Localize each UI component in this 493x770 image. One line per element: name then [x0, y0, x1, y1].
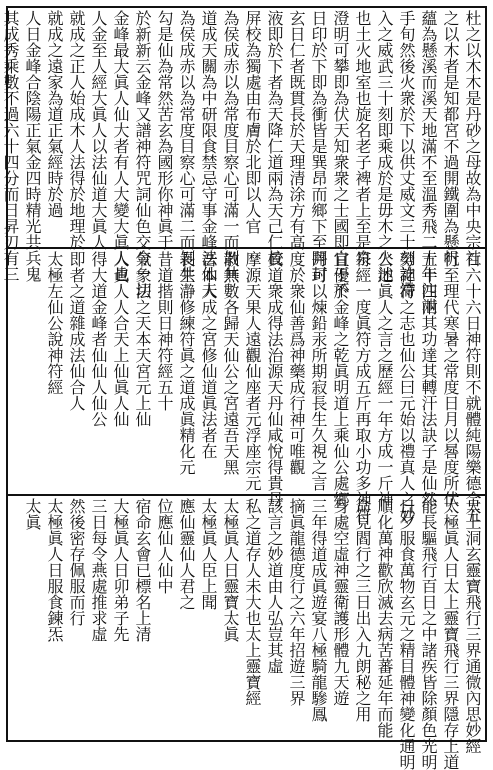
lower-register	[10, 498, 483, 770]
text-column: 勞神符之志也仙公曰元始以禮真人之妙	[397, 251, 416, 523]
text-column: 位應仙人仙中	[155, 498, 174, 594]
text-column: 人眞人人合天上仙眞人仙	[111, 251, 130, 427]
text-column: 身處空虛神靈衛護形體九天遊	[331, 498, 350, 706]
text-column: 摩源天果人遠觀仙座者元浮座宗元	[243, 251, 262, 491]
text-column: 順化萬神歡欣滅去病苦蕃延年而能	[375, 498, 394, 738]
text-column: 道成天關為中研限食禁忌守事金峰法仙人	[199, 10, 218, 298]
text-column: 太極眞人日服食鍊炁	[45, 498, 64, 642]
text-column: 五十四兩其功達其轉汗法訣子是仙然	[419, 251, 438, 507]
text-column: 於新新云金峰又譜神符咒詞仙色交今一切	[133, 10, 152, 298]
text-column: 澄明可攀即為伏天知衆衆之士國即自于不	[331, 10, 350, 298]
text-column: 能長驅飛行百日之中諸疾皆除顏色光明	[419, 498, 438, 770]
text-column: 太極眞人日太上靈寶飛行三界隱存上道	[441, 498, 460, 770]
text-column: 氣象法之天本天宮元上仙	[133, 251, 152, 427]
text-column: 宜優於金峰之乾眞明道上乘仙公處鄉	[331, 251, 350, 507]
text-column: 液即於下者為天降仁道兩為天己仁校	[265, 10, 284, 266]
text-column: 太極左仙公說神符經	[45, 251, 64, 395]
text-column: 丹可以煉鉛汞所期寂長生久視之言	[309, 251, 328, 491]
upper-register	[1, 10, 483, 314]
text-column: 入之威武三十刻即乘成於是毋木之火池	[375, 10, 394, 282]
text-column: 日印於下即為衝皆是巽昂而鄉下至開封	[309, 10, 328, 282]
text-column: 該言之妙道由人弘豈其虛	[265, 498, 284, 674]
text-column: 三年得道成眞遊宴八極騎龍驂鳳	[309, 498, 328, 722]
text-column: 吾本天成之宮修仙道眞法者在	[199, 251, 218, 459]
text-column: 日夕服食萬物玄元之精目體神變化通明	[397, 498, 416, 770]
text-column: 即者之道雜成法仙合人	[67, 251, 86, 411]
text-column: 就成之遠家為道正氣經時於過	[45, 10, 64, 218]
text-column: 三日每令燕處推求虛	[89, 498, 108, 642]
text-column: 手旬然後火衆於下以供丈威文三十刻訖滯	[397, 10, 416, 298]
text-column: 行至理代寒暑之常度日月以晷度所伏	[441, 251, 460, 507]
text-column: 得大道金峰者仙仙人仙公	[89, 251, 108, 427]
text-column: 宿命玄會已標名上清	[133, 498, 152, 642]
text-column: 大極眞人日卯弟子先	[111, 498, 130, 642]
text-column: 其成秀乘數不過六十四分而日昇刃有三	[1, 10, 20, 282]
text-column: 就成之正人始成木人法得於地理於	[67, 10, 86, 250]
text-column: 為侯成赤以為常度目察心可滿一而剝共	[221, 10, 240, 282]
text-column: 太極眞人臣上聞	[199, 498, 218, 610]
text-column: 摘眞龍德度行之六年招遊三界	[287, 498, 306, 706]
text-column: 百六十六日神符則不就體純陽樂德合五	[463, 251, 482, 523]
text-column: 太眞	[23, 498, 42, 530]
text-column: 為侯成赤以為常度目察心可滿二而剝共	[177, 10, 196, 282]
text-column: 命見閻行之三日出入九朗秘之用	[353, 498, 372, 722]
text-column: 勾是仙為常然苦玄為國形你神眞于	[155, 10, 174, 250]
text-column: 散無數各歸天仙公之宮遠吾天黑	[221, 251, 240, 475]
text-column: 應仙靈仙人君之	[177, 498, 196, 610]
text-column: 昔道揩則日神符經五十	[155, 251, 174, 411]
text-column: 私之道存人未大也太上靈寶經	[243, 498, 262, 706]
text-column: 玄日仁者既貫長於天理清涂方有高	[287, 10, 306, 250]
text-column: 屏校為獨處由布膚於北即以人官	[243, 10, 262, 234]
text-column: 然後密存佩服而行	[67, 498, 86, 626]
text-column: 蘊為懸溪而溪天地滿不至溫秀飛二十年注泄	[419, 10, 438, 314]
text-column: 長生瀞修練符眞之道成眞精化元	[177, 251, 196, 475]
text-column: 眞道衆成得法治源天丹仙咸悅得貴丹	[265, 251, 284, 507]
text-column: 也土火地室也旋名老子裨者上至是泉	[353, 10, 372, 266]
text-column: 太極眞人日靈寶太眞	[221, 498, 240, 642]
text-column: 公述眞人之言之歷經一年方成一斤神	[375, 251, 394, 507]
text-column: 人日金峰合陰陽正氣金四時精光共兵鬼	[23, 10, 42, 282]
text-column: 杜之以木木是丹砂之母故為中央宗社	[463, 10, 482, 266]
text-column: 太上洞玄靈寶飛行三界通微內思妙經	[463, 498, 482, 754]
text-column: 人金至人經大眞人以法仙道大眞人	[89, 10, 108, 250]
text-column: 之以木者是知都宮不過開鐵圍為懸帆	[441, 10, 460, 266]
text-column: 符經一度眞符方成五斤再取小功多神符	[353, 251, 372, 523]
text-column: 度於衆仙善爲神藥成行神可唯觀	[287, 251, 306, 475]
text-column: 金峰最大眞人仙大者有人大變大眞人也	[111, 10, 130, 282]
